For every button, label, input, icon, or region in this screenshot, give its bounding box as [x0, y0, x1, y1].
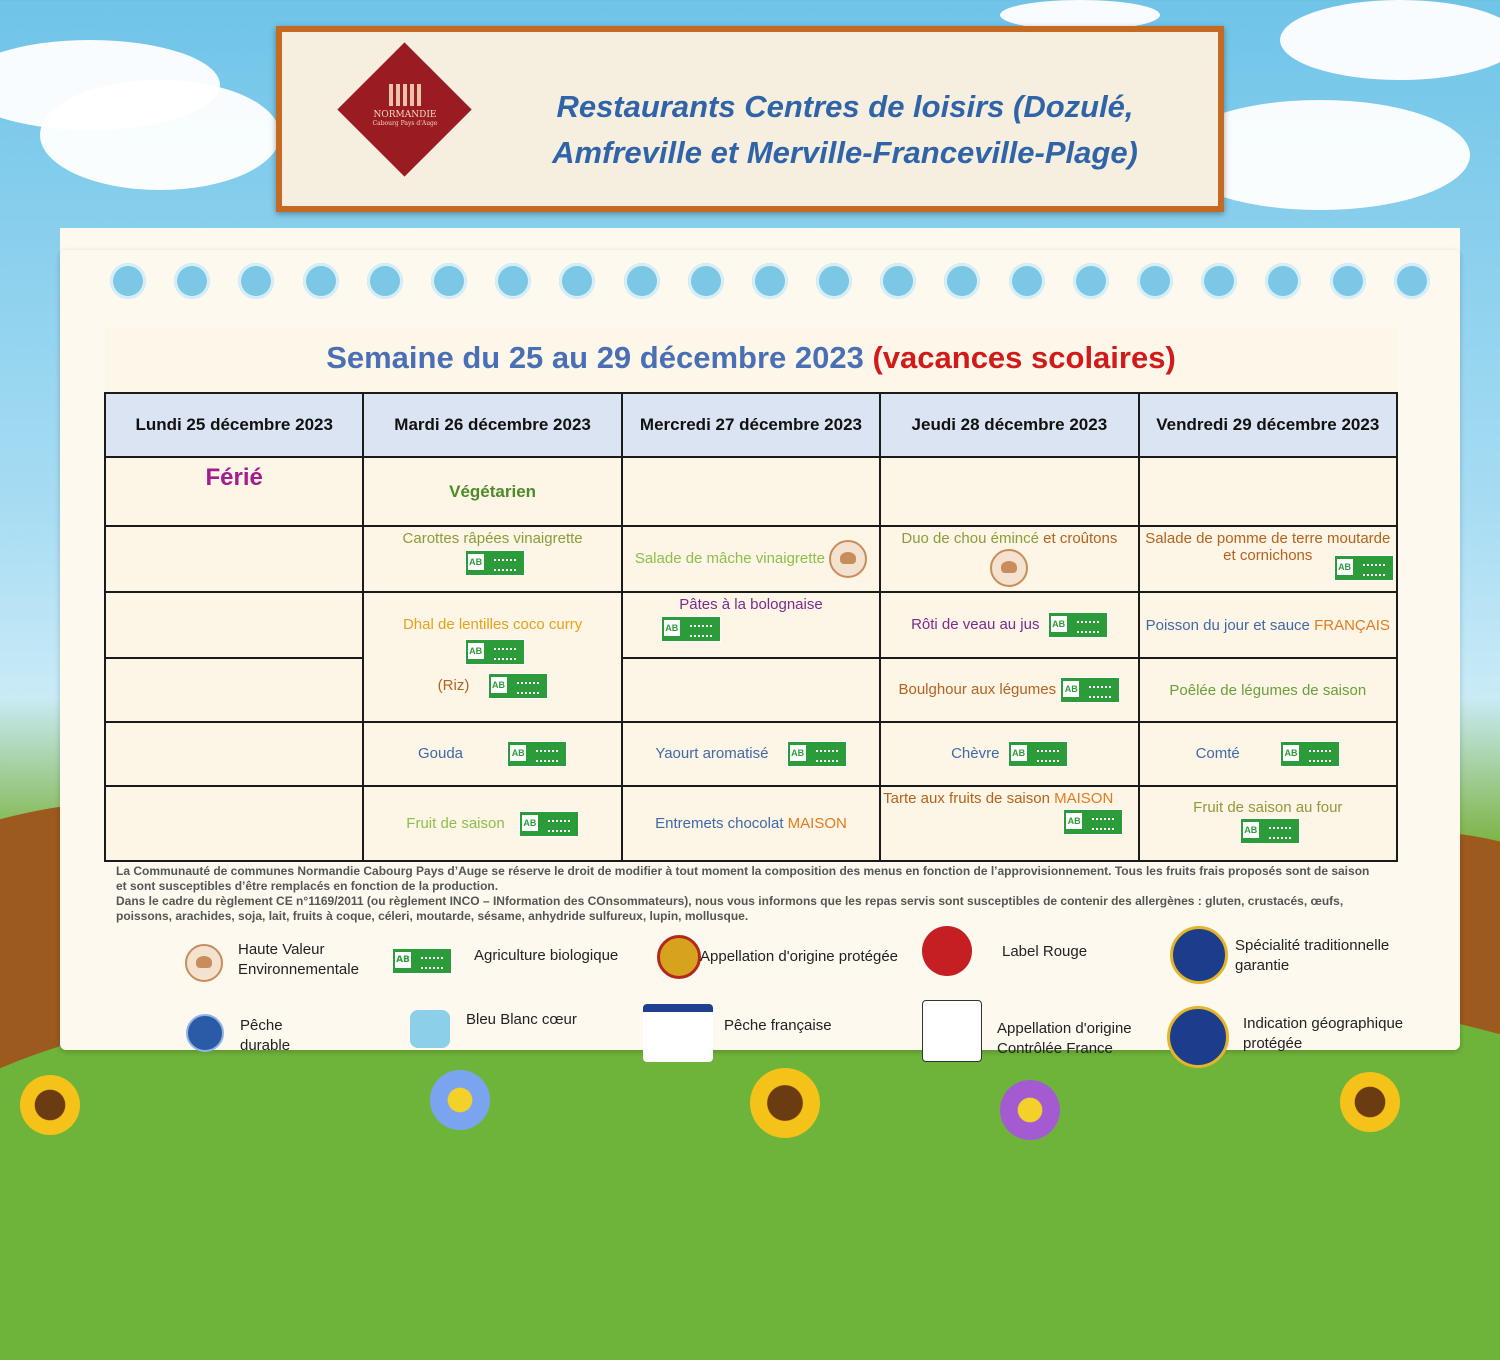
table-cell — [363, 722, 621, 786]
table-cell — [622, 658, 880, 722]
bio-icon — [488, 673, 548, 699]
cloud — [1280, 0, 1500, 80]
table-row — [105, 722, 1397, 786]
ferie-label: Férié — [205, 464, 263, 491]
hole — [880, 263, 916, 299]
hole — [1073, 263, 1109, 299]
hole — [624, 263, 660, 299]
hole — [1330, 263, 1366, 299]
menu-table — [104, 392, 1398, 862]
hole — [495, 263, 531, 299]
legend-label-rouge: Label Rouge — [1002, 943, 1088, 960]
hole — [303, 263, 339, 299]
dish: Chèvre — [951, 744, 1000, 762]
hole — [238, 263, 274, 299]
dish: Dhal de lentilles coco curry — [402, 615, 583, 633]
dish: Gouda — [417, 744, 464, 762]
cloud — [40, 80, 280, 190]
day-header: Jeudi 28 décembre 2023 — [880, 393, 1138, 457]
binder-holes — [110, 263, 1430, 299]
hole — [1265, 263, 1301, 299]
table-cell — [105, 526, 363, 592]
table-cell — [1139, 526, 1397, 592]
bio-icon — [465, 550, 525, 576]
table-cell — [880, 592, 1138, 658]
hole — [688, 263, 724, 299]
table-row — [105, 526, 1397, 592]
table-cell — [622, 722, 880, 786]
dish: Poisson du jour et sauce — [1145, 616, 1310, 634]
bio-icon — [1280, 741, 1340, 767]
day-header: Mardi 26 décembre 2023 — [363, 393, 621, 457]
dish: Salade de pomme de terre moutarde — [1145, 530, 1391, 547]
dish: (Riz) — [437, 676, 470, 694]
hve-icon — [185, 944, 223, 982]
hole — [752, 263, 788, 299]
table-row — [105, 457, 1397, 526]
table-cell — [1139, 658, 1397, 722]
table-cell — [363, 457, 621, 526]
dish: FRANÇAIS — [1314, 616, 1390, 634]
table-cell — [363, 526, 621, 592]
dish: Yaourt aromatisé — [655, 744, 769, 762]
hve-icon — [990, 549, 1028, 587]
hole — [110, 263, 146, 299]
table-cell — [880, 526, 1138, 592]
header-row — [105, 393, 1397, 457]
bio-icon — [1334, 555, 1394, 581]
label-rouge-icon — [922, 926, 972, 976]
bio-icon — [1048, 612, 1108, 638]
bio-icon — [519, 811, 579, 837]
table-cell — [1139, 722, 1397, 786]
bio-icon — [507, 741, 567, 767]
hole — [367, 263, 403, 299]
dish: et croûtons — [1043, 530, 1118, 547]
table-cell — [880, 722, 1138, 786]
bio-icon — [787, 741, 847, 767]
table-cell — [1139, 457, 1397, 526]
dish: Boulghour aux légumes — [898, 680, 1057, 698]
dish: Pâtes à la bolognaise — [679, 596, 823, 613]
legend-peche-durable: Pêche durable — [240, 1017, 291, 1054]
legend-peche-francaise: Pêche française — [724, 1017, 832, 1034]
table-cell — [105, 658, 363, 722]
legend-bio: Agriculture biologique — [474, 947, 619, 964]
aop-icon — [657, 935, 701, 979]
hole — [431, 263, 467, 299]
dish: Comté — [1195, 744, 1240, 762]
legend-aop: Appellation d'origine protégée — [700, 948, 899, 965]
bio-icon — [392, 948, 452, 974]
table-row — [105, 786, 1397, 861]
day-header: Vendredi 29 décembre 2023 — [1139, 393, 1397, 457]
pavillon-france-icon — [643, 1004, 713, 1062]
logo-text: NORMANDIE Cabourg Pays d'Auge — [370, 82, 440, 142]
igp-icon — [1167, 1006, 1229, 1068]
hole — [1394, 263, 1430, 299]
sunflower — [1340, 1072, 1400, 1132]
disclaimer: La Communauté de communes Normandie Cabourg Pays d’Auge se réserve le droit de modifier à tout moment la composition des menus en fonction de l’approvisionnement. Tous les fruits frais proposés sont de saison et sont susceptibles d’être remplacés en fonction de la production. Dans le cadre du règlement CE n°1169/2011 (ou règlement INCO – INformation des COnsommateurs), nous vous informons que les repas servis sont susceptibles de contenir des allergènes : gluten, crustacés, œufs, poissons, arachides, soja, lait, fruits à coque, céleri, moutarde, sésame, anhydride sulfureux, lupin, mollusque. — [116, 864, 1370, 923]
bio-icon — [1063, 809, 1123, 835]
table-cell — [880, 786, 1138, 861]
dish: Poêlée de légumes de saison — [1169, 681, 1367, 699]
table-cell — [105, 457, 363, 526]
week-title: Semaine du 25 au 29 décembre 2023 (vacances scolaires) — [326, 340, 1176, 375]
table-cell — [363, 786, 621, 861]
table-cell — [1139, 592, 1397, 658]
legend-stg: Spécialité traditionnelle garantie — [1235, 937, 1390, 974]
aoc-icon — [922, 1000, 982, 1062]
table-cell — [622, 457, 880, 526]
hve-icon — [829, 540, 867, 578]
bio-icon — [1008, 741, 1068, 767]
dish: Fruit de saison — [406, 814, 505, 832]
table-row — [105, 658, 1397, 722]
dish: Entremets chocolat — [655, 815, 784, 832]
dish: Rôti de veau au jus — [911, 615, 1040, 633]
legend-aoc: Appellation d'origine Contrôlée France — [997, 1020, 1132, 1057]
flower — [430, 1070, 490, 1130]
hole — [944, 263, 980, 299]
table-cell — [622, 526, 880, 592]
legend-hve: Haute Valeur Environnementale — [238, 941, 359, 978]
day-header: Lundi 25 décembre 2023 — [105, 393, 363, 457]
hole — [1201, 263, 1237, 299]
table-cell — [105, 592, 363, 658]
legend-igp: Indication géographique protégée — [1243, 1015, 1404, 1052]
table-cell — [880, 457, 1138, 526]
table-cell — [880, 658, 1138, 722]
dish: MAISON — [1054, 790, 1114, 807]
hole — [1009, 263, 1045, 299]
vegetarien-label: Végétarien — [449, 481, 537, 501]
dish: MAISON — [787, 815, 847, 832]
dish: Carottes râpées vinaigrette — [402, 530, 583, 547]
day-header: Mercredi 27 décembre 2023 — [622, 393, 880, 457]
hole — [1137, 263, 1173, 299]
hole — [174, 263, 210, 299]
bio-icon — [465, 639, 525, 665]
dish: Fruit de saison au four — [1193, 799, 1343, 816]
table-cell — [622, 786, 880, 861]
dish: et cornichons — [1223, 547, 1313, 564]
table-cell — [622, 592, 880, 658]
dish: Tarte aux fruits de saison — [883, 790, 1050, 807]
table-cell — [105, 786, 363, 861]
bio-icon — [1060, 677, 1120, 703]
bio-icon — [1240, 818, 1300, 844]
hole — [816, 263, 852, 299]
sunflower — [20, 1075, 80, 1135]
stg-icon — [1170, 926, 1228, 984]
table-cell — [105, 722, 363, 786]
flower — [1000, 1080, 1060, 1140]
sunflower — [750, 1068, 820, 1138]
bleu-blanc-coeur-icon — [410, 1010, 450, 1048]
legend-bleu-blanc-coeur: Bleu Blanc cœur — [466, 1011, 577, 1028]
peche-durable-icon — [186, 1014, 224, 1052]
page-title: Restaurants Centres de loisirs (Dozulé, Amfreville et Merville-Franceville-Plage) — [552, 89, 1138, 170]
dish: Duo de chou émincé — [901, 530, 1039, 547]
dish: Salade de mâche vinaigrette — [634, 549, 825, 567]
bio-icon — [661, 616, 721, 642]
table-cell — [363, 592, 621, 722]
table-cell — [1139, 786, 1397, 861]
table-row — [105, 592, 1397, 658]
hole — [559, 263, 595, 299]
